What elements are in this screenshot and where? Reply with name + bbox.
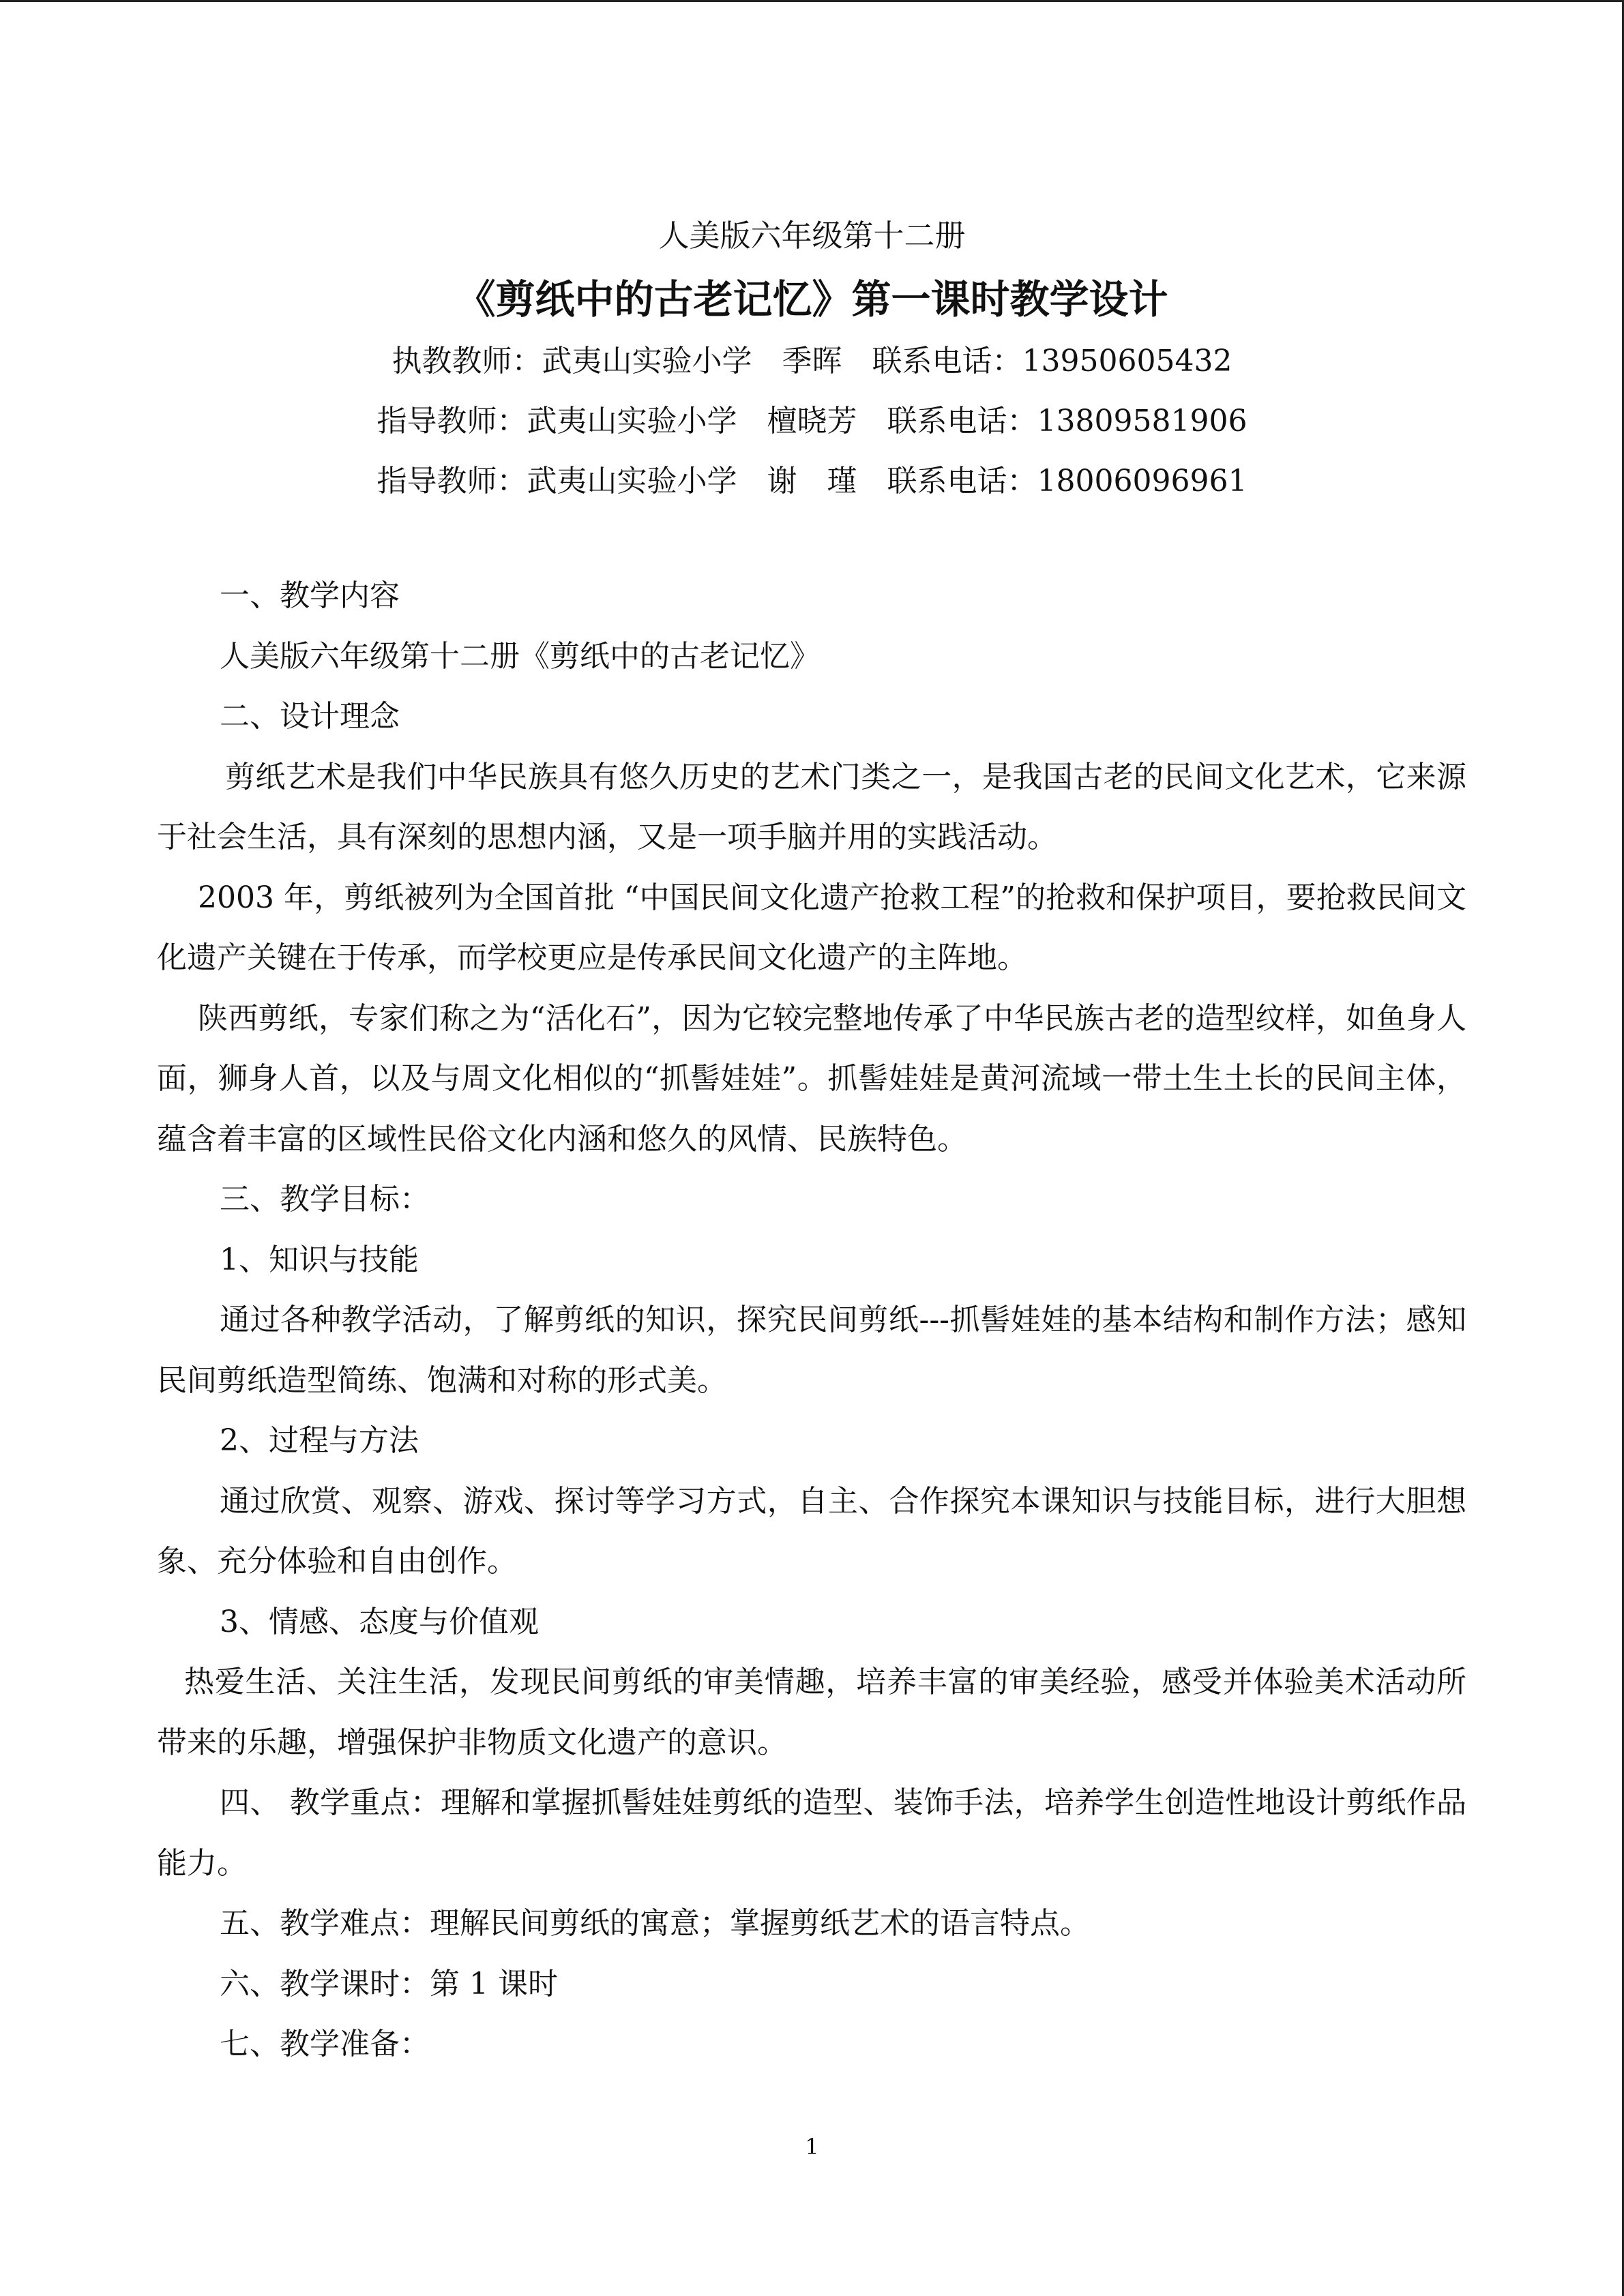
section-2-paragraph-1: 剪纸艺术是我们中华民族具有悠久历史的艺术门类之一，是我国古老的民间文化艺术，它来源于社会生活，具有深刻的思想内涵，又是一项手脑并用的实践活动。 [157,759,1466,854]
document-title: 《剪纸中的古老记忆》第一课时教学设计 [456,276,1168,323]
section-1-text: 人美版六年级第十二册《剪纸中的古老记忆》 [220,638,820,674]
section-1-heading: 一、教学内容 [220,578,400,613]
section-3-1-text: 通过各种教学活动，了解剪纸的知识，探究民间剪纸---抓髻娃娃的基本结构和制作方法；感知民间剪纸造型简练、饱满和对称的形式美。 [157,1302,1466,1398]
teacher-line-main: 执教教师：武夷山实验小学 季晖 联系电话：13950605432 [392,344,1232,378]
teacher-line-advisor-1: 指导教师：武夷山实验小学 檀晓芳 联系电话：13809581906 [377,404,1247,438]
section-6-text: 六、教学课时：第 1 课时 [220,1966,558,2001]
section-5-text: 五、教学难点：理解民间剪纸的寓意；掌握剪纸艺术的语言特点。 [220,1906,1090,1941]
section-2-paragraph-2: 2003 年，剪纸被列为全国首批 “中国民间文化遗产抢救工程”的抢救和保护项目，要抢救民间文化遗产关键在于传承，而学校更应是传承民间文化遗产的主阵地。 [157,880,1466,975]
document-header [0,205,1624,511]
section-3-3-heading: 3、情感、态度与价值观 [220,1604,539,1639]
section-4-text: 四、 教学重点：理解和掌握抓髻娃娃剪纸的造型、装饰手法，培养学生创造性地设计剪纸作品能力。 [157,1785,1466,1881]
page-top-border [0,0,1624,2]
section-7-text: 七、教学准备： [220,2027,430,2061]
section-2-paragraph-3: 陕西剪纸，专家们称之为“活化石”，因为它较完整地传承了中华民族古老的造型纹样，如鱼身人面，狮身人首，以及与周文化相似的“抓髻娃娃”。抓髻娃娃是黄河流域一带土生土长的民间主体，蕴含着丰富的区域性民俗文化内涵和悠久的风情、民族特色。 [157,1000,1467,1157]
teacher-line-advisor-2: 指导教师：武夷山实验小学 谢 瑾 联系电话：18006096961 [377,464,1247,498]
section-3-1-heading: 1、知识与技能 [220,1242,419,1277]
document-body [157,566,1466,2075]
section-3-3-text: 热爱生活、关注生活，发现民间剪纸的审美情趣，培养丰富的审美经验，感受并体验美术活动所带来的乐趣，增强保护非物质文化遗产的意识。 [157,1665,1466,1760]
page-number: 1 [805,2134,819,2160]
document-subtitle: 人美版六年级第十二册 [658,218,966,254]
section-3-heading: 三、教学目标： [220,1182,430,1217]
section-3-2-heading: 2、过程与方法 [220,1423,419,1458]
section-3-2-text: 通过欣赏、观察、游戏、探讨等学习方式，自主、合作探究本课知识与技能目标，进行大胆想象、充分体验和自由创作。 [157,1483,1466,1579]
section-2-heading: 二、设计理念 [220,699,400,734]
